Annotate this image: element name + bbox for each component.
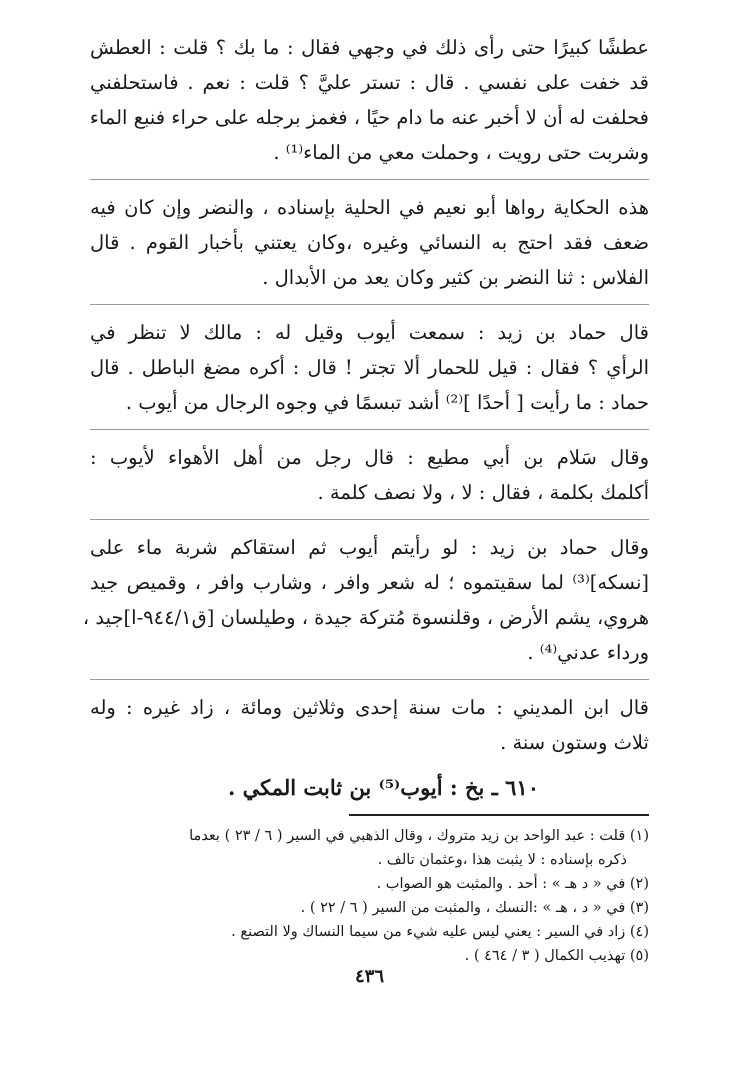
text-line: قال حماد بن زيد : سمعت أيوب وقيل له : مالك لا تنظر في [90,321,649,344]
page-number: ٤٣٦ [354,966,384,987]
text-line: وقال سَلام بن أبي مطيع : قال رجل من أهل الأهواء لأيوب : [90,446,649,469]
paragraph-divider [90,429,649,430]
text-line: قد خفت على نفسي . قال : تستر عليَّ ؟ قلت : نعم . فاستحلفني [90,71,649,94]
footnotes [90,824,649,968]
footnote-separator [349,814,649,816]
text-line: الفلاس : ثنا النضر بن كثير وكان يعد من الأبدال . [262,266,649,289]
footnote: (٢) في « د هـ » : أحد . والمثبت هو الصواب . [376,876,649,892]
paragraph-divider [90,179,649,180]
entry-heading: ٦١٠ ـ بخ : أيوب⁽⁵⁾ بن ثابت المكي . [228,775,539,800]
paragraph-2 [90,190,649,295]
paragraph-divider [90,679,649,680]
footnote: (١) قلت : عبد الواحد بن زيد متروك ، وقال الذهبي في السير ( ٦ / ٢٣ ) بعدما [189,828,649,844]
text-line: هروي، يشم الأرض ، وقلنسوة مُتركة جيدة ، وطيلسان [ق٩٤٤/١-ا]جيد ، [82,606,649,629]
paragraph-4 [90,440,649,510]
paragraph-divider [90,304,649,305]
text-line: فحلفت له أن لا أخبر عنه ما دام حيًا ، فغمز برجله على حراء فنبع الماء [89,106,649,129]
text-line: [نسكه]⁽³⁾ لما سقيتموه ؛ له شعر وافر ، وشارب وافر ، وقميص جيد [90,571,649,594]
text-line: عطشًا كبيرًا حتى رأى ذلك في وجهي فقال : ما بك ؟ قلت : العطش [90,36,649,59]
text-line: ورداء عدني⁽⁴⁾ . [527,641,649,664]
paragraph-5 [82,530,649,670]
text-line: الرأي ؟ فقال : قيل للحمار ألا تجتر ! قال : أكره مضغ الباطل . قال [90,356,649,379]
footnote: (٣) في « د ، هـ » :النسك ، والمثبت من السير ( ٦ / ٢٢ ) . [300,900,649,916]
footnote-continuation: ذكره بإسناده : لا يثبت هذا ،وعثمان تالف . [377,852,627,868]
paragraph-3 [90,315,649,420]
text-line: قال ابن المديني : مات سنة إحدى وثلاثين ومائة ، زاد غيره : وله [90,696,649,719]
text-line: وشربت حتى رويت ، وحملت معي من الماء⁽¹⁾ . [273,141,649,164]
paragraph-divider [90,519,649,520]
text-line: هذه الحكاية رواها أبو نعيم في الحلية بإسناده ، والنضر وإن كان فيه [90,196,649,219]
paragraph-6 [90,690,649,760]
text-line: أكلمك بكلمة ، فقال : لا ، ولا نصف كلمة . [317,481,649,504]
footnote: (٤) زاد في السير : يعني ليس عليه شيء من سيما النساك ولا التصنع . [231,924,649,940]
text-line: ثلاث وستون سنة . [500,731,649,754]
paragraph-1 [90,30,649,170]
text-line: ضعف فقد احتج به النسائي وغيره ،وكان يعتني بأخبار القوم . قال [90,231,649,254]
text-line: حماد : ما رأيت [ أحدًا ]⁽²⁾ أشد تبسمًا في وجوه الرجال من أيوب . [125,391,649,414]
footnote: (٥) تهذيب الكمال ( ٣ / ٤٦٤ ) . [464,948,649,964]
text-line: وقال حماد بن زيد : لو رأيتم أيوب ثم استقاكم شربة ماء على [90,536,649,559]
